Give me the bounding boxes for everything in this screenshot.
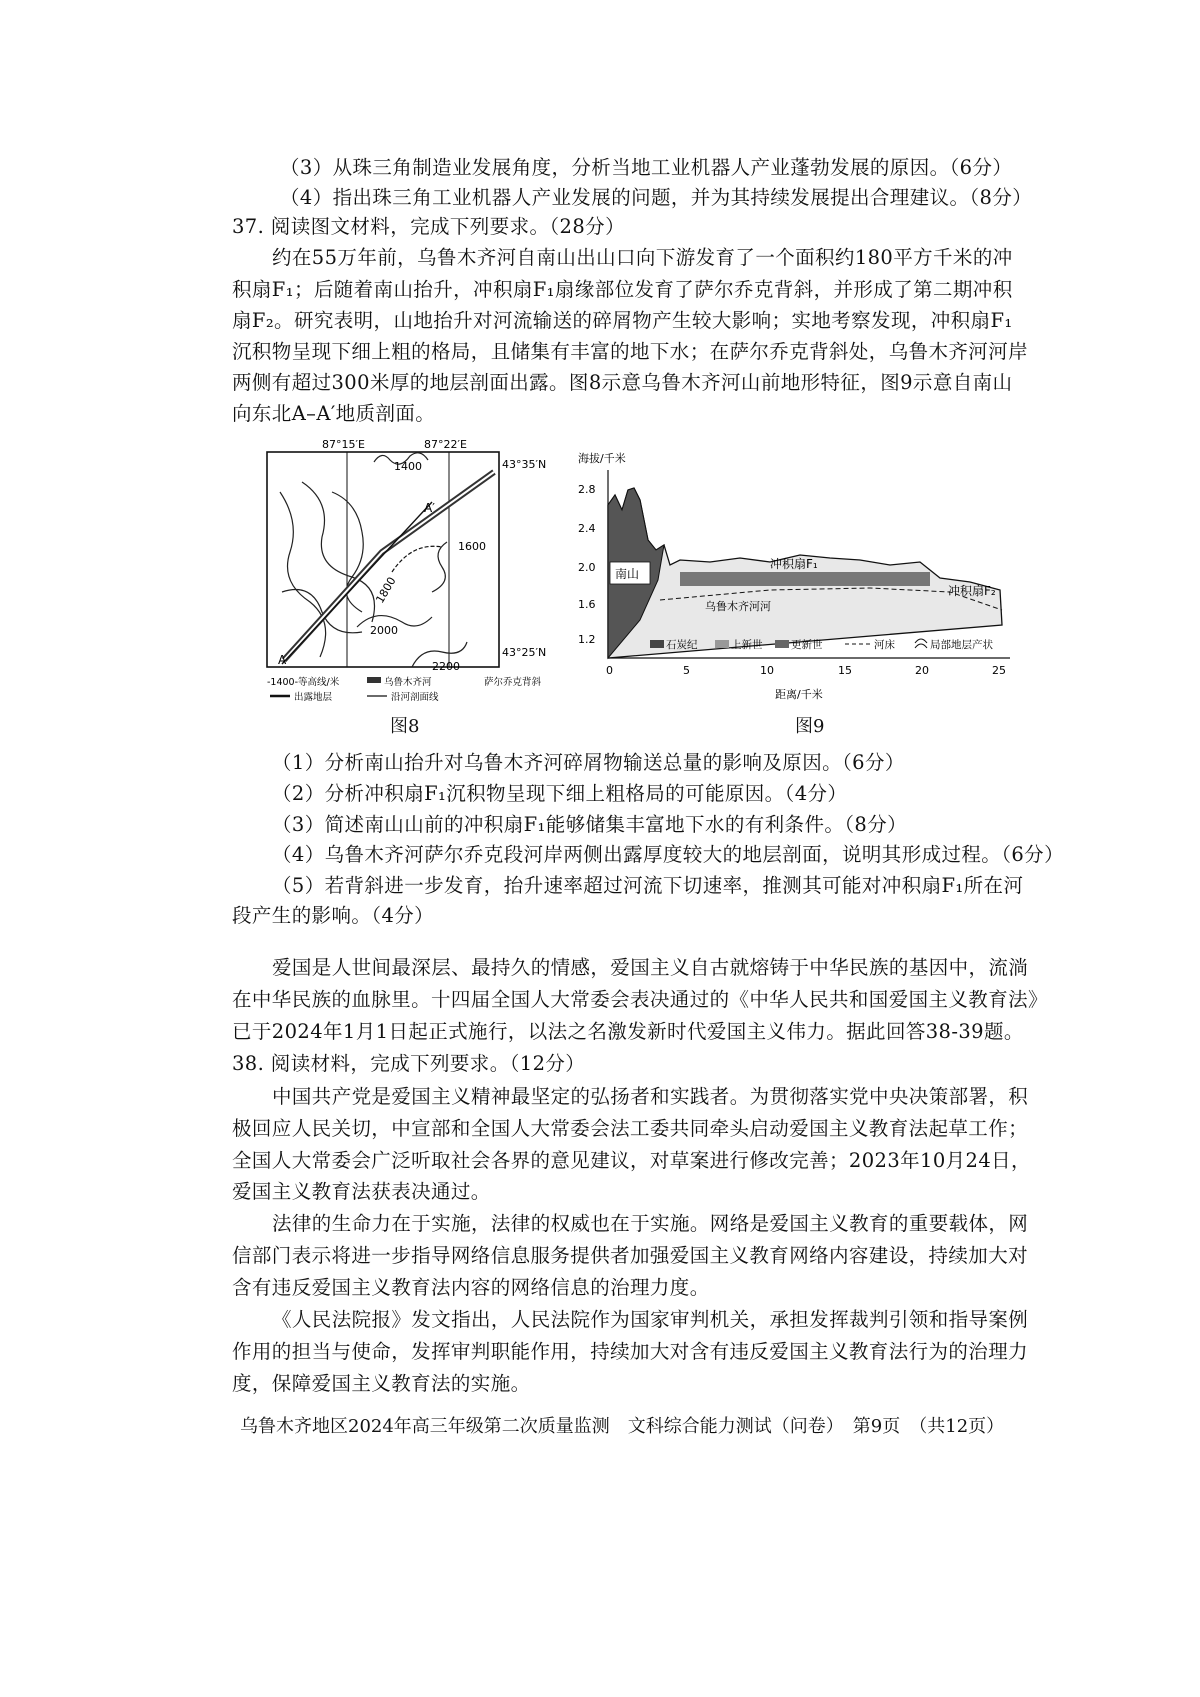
legend-pleistocene: 更新世	[791, 639, 823, 651]
q38-para1-line: 爱国主义教育法获表决通过。	[232, 1180, 491, 1203]
x-tick: 25	[992, 664, 1006, 677]
lat2-label: 43°25′N	[502, 646, 547, 659]
legend-pliocene: 上新世	[731, 639, 763, 651]
q38-para2-line: 法律的生命力在于实施，法律的权威也在于实施。网络是爱国主义教育的重要载体，网	[272, 1212, 1029, 1235]
q37-material-line: 约在55万年前，乌鲁木齐河自南山出山口向下游发育了一个面积约180平方千米的冲	[272, 246, 1013, 269]
legend-pleistocene-swatch	[775, 640, 789, 648]
contour-label: 1600	[458, 540, 486, 553]
legend-river: 乌鲁木齐河	[384, 677, 432, 688]
legend-riverbed: 河床	[874, 639, 895, 651]
q37-question: （3）简述南山山前的冲积扇F₁能够储集丰富地下水的有利条件。（8分）	[272, 813, 908, 836]
river-label: 乌鲁木齐河河	[705, 600, 771, 613]
q37-question: （4）乌鲁木齐河萨尔乔克段河岸两侧出露厚度较大的地层剖面，说明其形成过程。（6分）	[272, 843, 1064, 866]
legend-pliocene-swatch	[715, 640, 729, 648]
contour-label: 1800	[373, 574, 399, 606]
intro-line: 已于2024年1月1日起正式施行，以法之名激发新时代爱国主义伟力。据此回答38-39题。	[232, 1020, 1024, 1043]
figure-9-section	[570, 450, 1040, 710]
legend-carboniferous-swatch	[650, 640, 664, 648]
figure-8-map	[262, 432, 582, 707]
x-axis-label: 距离/千米	[775, 688, 823, 701]
q37-question: （1）分析南山抬升对乌鲁木齐河碎屑物输送总量的影响及原因。（6分）	[272, 751, 905, 774]
q37-material-line: 扇F₂。研究表明，山地抬升对河流输送的碎屑物产生较大影响；实地考察发现，冲积扇F₁	[232, 309, 1013, 332]
y-tick: 1.2	[578, 633, 596, 646]
legend-section: 沿河剖面线	[391, 692, 439, 703]
fan2-label: 冲积扇F₂	[948, 584, 996, 598]
legend-river-swatch	[367, 677, 381, 683]
x-tick: 10	[760, 664, 774, 677]
q38-para1-line: 全国人大常委会广泛听取社会各界的意见建议，对草案进行修改完善；2023年10月24日，	[232, 1149, 1031, 1172]
q38-para2-line: 信部门表示将进一步指导网络信息服务提供者加强爱国主义教育网络内容建设，持续加大对	[232, 1244, 1029, 1267]
legend-attitude: 局部地层产状	[930, 639, 993, 651]
figure-8-caption: 图8	[390, 716, 420, 737]
nanshan-label: 南山	[615, 567, 640, 581]
y-tick: 1.6	[578, 598, 596, 611]
q37-heading: 37. 阅读图文材料，完成下列要求。（28分）	[232, 215, 625, 238]
y-tick: 2.8	[578, 483, 596, 496]
figure-9-caption: 图9	[795, 716, 825, 737]
lat1-label: 43°35′N	[502, 458, 547, 471]
legend-contour: -1400-等高线/米	[267, 677, 340, 688]
intro-line: 在中华民族的血脉里。十四届全国人大常委会表决通过的《中华人民共和国爱国主义教育法》	[232, 988, 1048, 1011]
q36-item-3: （3）从珠三角制造业发展角度，分析当地工业机器人产业蓬勃发展的原因。（6分）	[280, 156, 1013, 179]
x-tick: 20	[915, 664, 929, 677]
y-axis-label: 海拔/千米	[578, 452, 626, 465]
q37-material-line: 积扇F₁；后随着南山抬升，冲积扇F₁扇缘部位发育了萨尔乔克背斜，并形成了第二期冲积	[232, 278, 1013, 301]
q38-para1-line: 中国共产党是爱国主义精神最坚定的弘扬者和实践者。为贯彻落实党中央决策部署，积	[272, 1085, 1029, 1108]
q37-material-line: 沉积物呈现下细上粗的格局，且储集有丰富的地下水；在萨尔乔克背斜处，乌鲁木齐河河岸	[232, 340, 1029, 363]
y-tick: 2.0	[578, 561, 596, 574]
legend-attitude-swatch	[915, 639, 927, 648]
q37-question: 段产生的影响。（4分）	[232, 904, 435, 927]
contour-label: 2200	[432, 660, 460, 673]
y-tick: 2.4	[578, 522, 596, 535]
pleistocene-layer	[680, 572, 930, 586]
q38-para3-line: 度，保障爱国主义教育法的实施。	[232, 1372, 531, 1395]
legend-outcrop: 出露地层	[294, 692, 333, 703]
fan1-label: 冲积扇F₁	[770, 557, 818, 571]
point-a-prime-label: A′	[424, 501, 435, 515]
q37-question: （2）分析冲积扇F₁沉积物呈现下细上粗格局的可能原因。（4分）	[272, 782, 848, 805]
q37-material-line: 向东北A–A′地质剖面。	[232, 402, 436, 425]
section-line	[282, 502, 432, 664]
contour-line	[282, 590, 362, 633]
intro-line: 爱国是人世间最深层、最持久的情感，爱国主义自古就熔铸于中华民族的基因中，流淌	[272, 956, 1029, 979]
contour-label: 2000	[370, 624, 398, 637]
point-a-label: A	[278, 653, 287, 667]
legend-anticline: 萨尔乔克背斜	[484, 677, 542, 688]
q37-question: （5）若背斜进一步发育，抬升速率超过河流下切速率，推测其可能对冲积扇F₁所在河	[272, 874, 1024, 897]
x-tick: 5	[683, 664, 690, 677]
lon2-label: 87°22′E	[424, 438, 467, 451]
contour-line	[280, 492, 326, 657]
page-footer: 乌鲁木齐地区2024年高三年级第二次质量监测 文科综合能力测试（问卷） 第9页 （共12页）	[240, 1416, 1005, 1437]
contour-line	[432, 542, 447, 592]
q38-para2-line: 含有违反爱国主义教育法内容的网络信息的治理力度。	[232, 1276, 710, 1299]
q37-material-line: 两侧有超过300米厚的地层剖面出露。图8示意乌鲁木齐河山前地形特征，图9示意自南山	[232, 371, 1013, 394]
anticline	[392, 546, 442, 572]
x-tick: 0	[606, 664, 613, 677]
lon1-label: 87°15′E	[322, 438, 365, 451]
q38-para3-line: 《人民法院报》发文指出，人民法院作为国家审判机关，承担发挥裁判引领和指导案例	[272, 1308, 1029, 1331]
x-tick: 15	[838, 664, 852, 677]
contour-label: 1400	[394, 460, 422, 473]
q38-para1-line: 极回应人民关切，中宣部和全国人大常委会法工委共同牵头启动爱国主义教育法起草工作；	[232, 1117, 1029, 1140]
q36-item-4: （4）指出珠三角工业机器人产业发展的问题，并为其持续发展提出合理建议。（8分）	[280, 186, 1033, 209]
legend-carboniferous: 石炭纪	[666, 639, 698, 651]
q38-para3-line: 作用的担当与使命，发挥审判职能作用，持续加大对含有违反爱国主义教育法行为的治理力	[232, 1340, 1029, 1363]
q38-heading: 38. 阅读材料，完成下列要求。（12分）	[232, 1052, 586, 1075]
